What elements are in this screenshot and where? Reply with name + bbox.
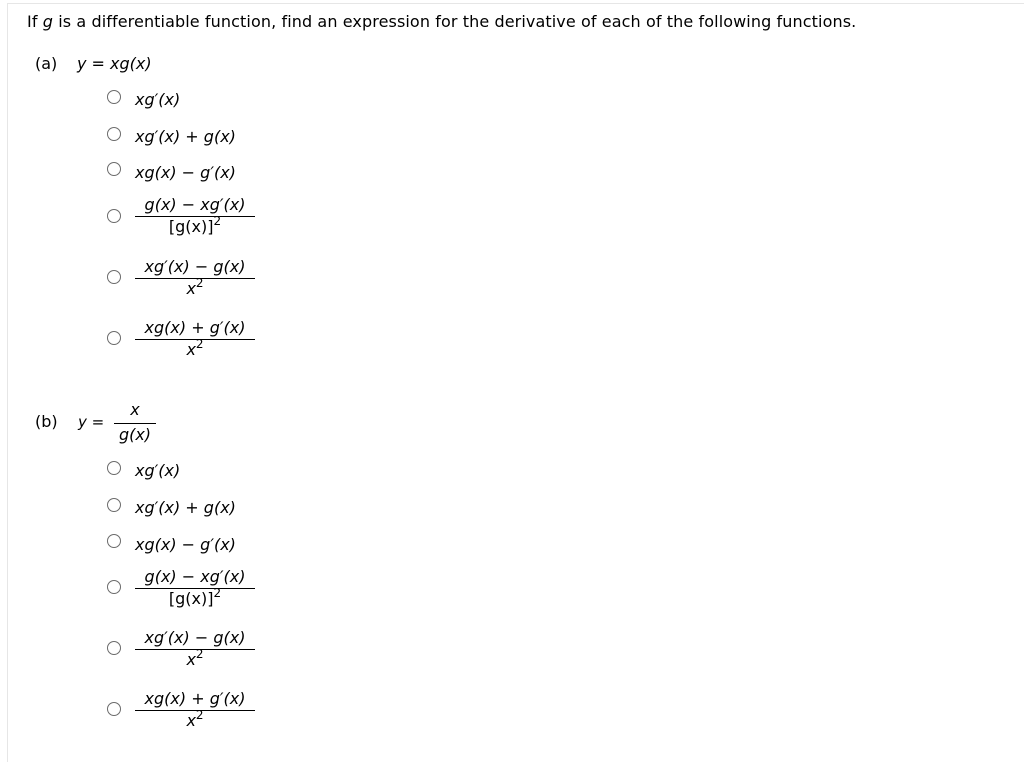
part-a-option-3-text[interactable]: xg(x) − g′(x) — [135, 163, 236, 182]
fraction-denominator — [135, 213, 255, 237]
denominator-exponent: 2 — [195, 275, 204, 290]
part-b-option-6-fraction[interactable] — [135, 689, 255, 737]
part-a-label: (a) — [35, 54, 58, 73]
fraction-numerator: xg′(x) − g(x) — [144, 628, 246, 647]
part-a-radio-3[interactable] — [107, 162, 121, 176]
fraction-denominator — [135, 707, 255, 731]
fraction-numerator: g(x) − xg′(x) — [144, 567, 246, 586]
fraction-denominator — [135, 275, 255, 299]
part-b-option-1-text[interactable]: xg′(x) — [135, 461, 181, 480]
part-b-radio-6[interactable] — [107, 702, 121, 716]
part-b-radio-5[interactable] — [107, 641, 121, 655]
part-b-lhs: y = — [78, 413, 105, 431]
question-var: g — [42, 12, 54, 31]
fraction-numerator: g(x) − xg′(x) — [144, 195, 246, 214]
part-a-radio-2[interactable] — [107, 127, 121, 141]
part-b-option-2-text[interactable]: xg′(x) + g(x) — [135, 498, 236, 517]
part-a-option-5-fraction[interactable] — [135, 257, 255, 305]
part-b-option-3-text[interactable]: xg(x) − g′(x) — [135, 535, 236, 554]
fraction-bar — [114, 423, 156, 424]
part-b-radio-4[interactable] — [107, 580, 121, 594]
denominator-base: x — [186, 650, 196, 669]
fraction-numerator: xg(x) + g′(x) — [144, 318, 246, 337]
denominator-base: x — [186, 279, 196, 298]
fraction-denominator — [135, 336, 255, 360]
fraction-denominator — [135, 646, 255, 670]
part-a-radio-5[interactable] — [107, 270, 121, 284]
part-b-radio-1[interactable] — [107, 461, 121, 475]
part-a-radio-4[interactable] — [107, 209, 121, 223]
denominator-exponent: 2 — [213, 213, 222, 228]
part-a-option-1-text[interactable]: xg′(x) — [135, 90, 181, 109]
part-a-option-4-fraction[interactable] — [135, 195, 255, 243]
denominator-base: x — [186, 711, 196, 730]
denominator-exponent: 2 — [195, 707, 204, 722]
denominator-base: x — [186, 340, 196, 359]
part-a-option-2-text[interactable]: xg′(x) + g(x) — [135, 127, 236, 146]
part-a-radio-1[interactable] — [107, 90, 121, 104]
question-prompt — [27, 12, 856, 32]
part-b-option-5-fraction[interactable] — [135, 628, 255, 676]
part-b-option-4-fraction[interactable] — [135, 567, 255, 615]
fraction-numerator: xg′(x) − g(x) — [144, 257, 246, 276]
part-b-radio-2[interactable] — [107, 498, 121, 512]
denominator-exponent: 2 — [213, 585, 222, 600]
part-b-radio-3[interactable] — [107, 534, 121, 548]
part-a-radio-6[interactable] — [107, 331, 121, 345]
question-prefix: If — [27, 12, 43, 31]
part-a-function: y = xg(x) — [77, 54, 152, 73]
part-a-option-6-fraction[interactable] — [135, 318, 255, 366]
fraction-numerator: x — [130, 400, 140, 419]
part-b-label: (b) — [35, 412, 58, 431]
denominator-base: [g(x)] — [168, 217, 214, 236]
fraction-denominator — [135, 585, 255, 609]
denominator-exponent: 2 — [195, 646, 204, 661]
fraction-numerator: xg(x) + g′(x) — [144, 689, 246, 708]
denominator-base: [g(x)] — [168, 589, 214, 608]
denominator-exponent: 2 — [195, 336, 204, 351]
question-suffix: is a differentiable function, find an expression for the derivative of each of the following functions. — [53, 12, 857, 31]
fraction-denominator: g(x) — [118, 425, 152, 444]
